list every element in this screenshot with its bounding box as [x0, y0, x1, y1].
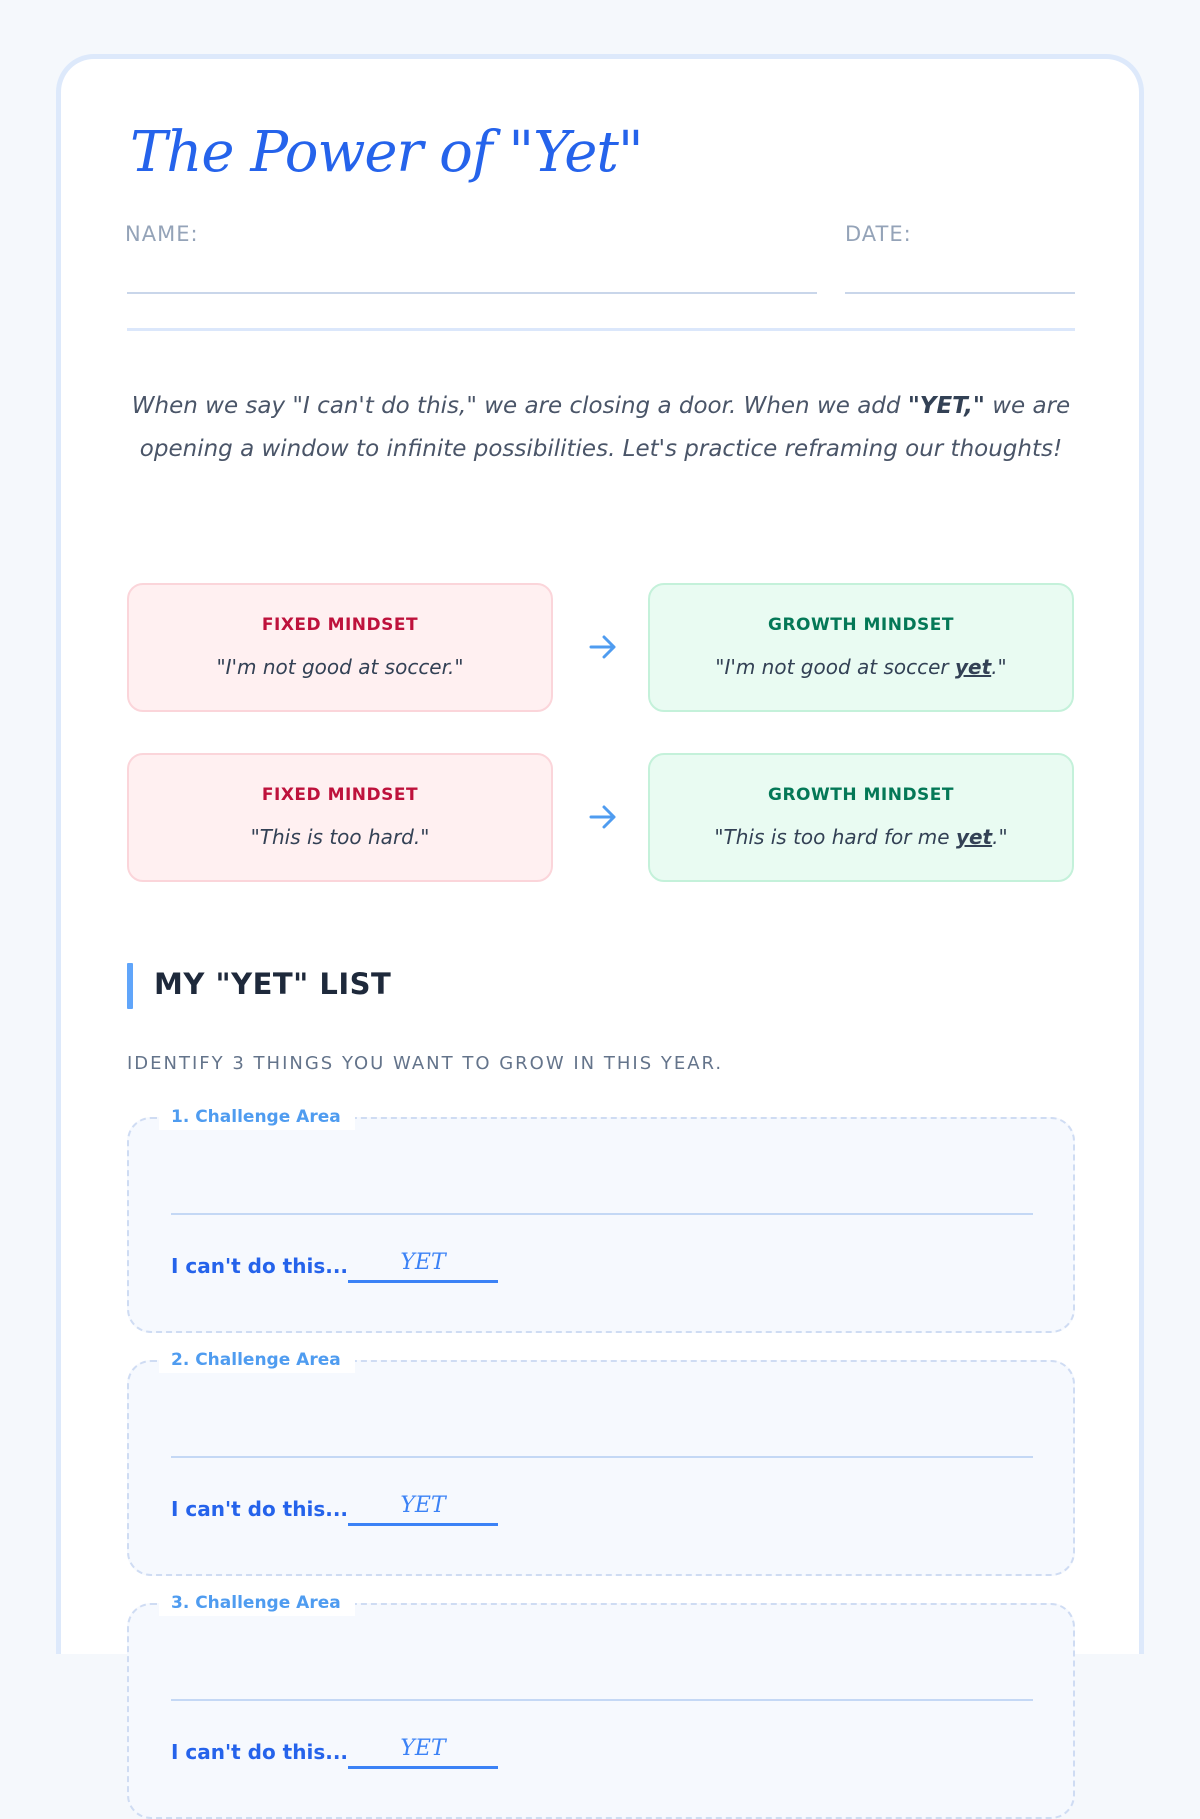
arrow-right-icon	[588, 632, 618, 662]
intro-text	[127, 385, 1075, 471]
fixed-mindset-heading: FIXED MINDSET	[261, 785, 419, 805]
yet-list-instructions: IDENTIFY 3 THINGS YOU WANT TO GROW IN THIS YEAR.	[127, 1053, 724, 1074]
growth-quote-end: ."	[992, 825, 1008, 849]
intro-text-start: When we say "I can't do this," we are closing a door. When we add	[131, 393, 908, 419]
yet-list-title: MY "YET" LIST	[154, 967, 392, 1001]
yet-blank[interactable]: YET	[348, 1488, 498, 1526]
fixed-mindset-card	[127, 583, 553, 712]
fixed-mindset-quote: "This is too hard."	[250, 825, 430, 849]
header-divider	[127, 328, 1075, 331]
challenge-answer-line[interactable]	[171, 1213, 1033, 1215]
yet-blank[interactable]: YET	[348, 1731, 498, 1769]
intro-text-emphasis: "YET,"	[907, 393, 985, 419]
name-label: NAME:	[125, 222, 199, 246]
growth-mindset-heading: GROWTH MINDSET	[767, 615, 955, 635]
growth-quote-yet: yet	[955, 825, 993, 849]
growth-quote-yet: yet	[955, 655, 992, 679]
worksheet-title: The Power of "Yet"	[130, 120, 643, 185]
cant-do-prompt: I can't do this...	[171, 1254, 349, 1278]
date-field[interactable]	[845, 292, 1075, 294]
intro-text-end: we are opening a window to infinite possibilities. Let's practice reframing our thoughts!	[139, 393, 1071, 462]
challenge-area-label: 1. Challenge Area	[159, 1104, 355, 1130]
section-accent-bar	[127, 963, 133, 1009]
growth-mindset-card	[648, 583, 1074, 712]
growth-quote-start: "I'm not good at soccer	[715, 655, 956, 679]
arrow-right-icon	[588, 802, 618, 832]
challenge-area-label: 2. Challenge Area	[159, 1347, 355, 1373]
challenge-answer-line[interactable]	[171, 1456, 1033, 1458]
growth-quote-end: ."	[991, 655, 1007, 679]
growth-mindset-card	[648, 753, 1074, 882]
growth-mindset-quote	[650, 655, 1072, 679]
fixed-mindset-card	[127, 753, 553, 882]
challenge-area-box	[127, 1593, 1075, 1819]
cant-do-prompt: I can't do this...	[171, 1497, 349, 1521]
growth-mindset-heading: GROWTH MINDSET	[767, 785, 955, 805]
challenge-area-box	[127, 1350, 1075, 1576]
yet-blank[interactable]: YET	[348, 1245, 498, 1283]
challenge-area-box	[127, 1107, 1075, 1333]
date-label: DATE:	[845, 222, 912, 246]
fixed-mindset-heading: FIXED MINDSET	[261, 615, 419, 635]
name-field[interactable]	[127, 292, 817, 294]
growth-mindset-quote	[650, 825, 1072, 849]
growth-quote-start: "This is too hard for me	[714, 825, 956, 849]
challenge-area-label: 3. Challenge Area	[159, 1590, 355, 1616]
challenge-answer-line[interactable]	[171, 1699, 1033, 1701]
cant-do-prompt: I can't do this...	[171, 1740, 349, 1764]
fixed-mindset-quote: "I'm not good at soccer."	[216, 655, 464, 679]
